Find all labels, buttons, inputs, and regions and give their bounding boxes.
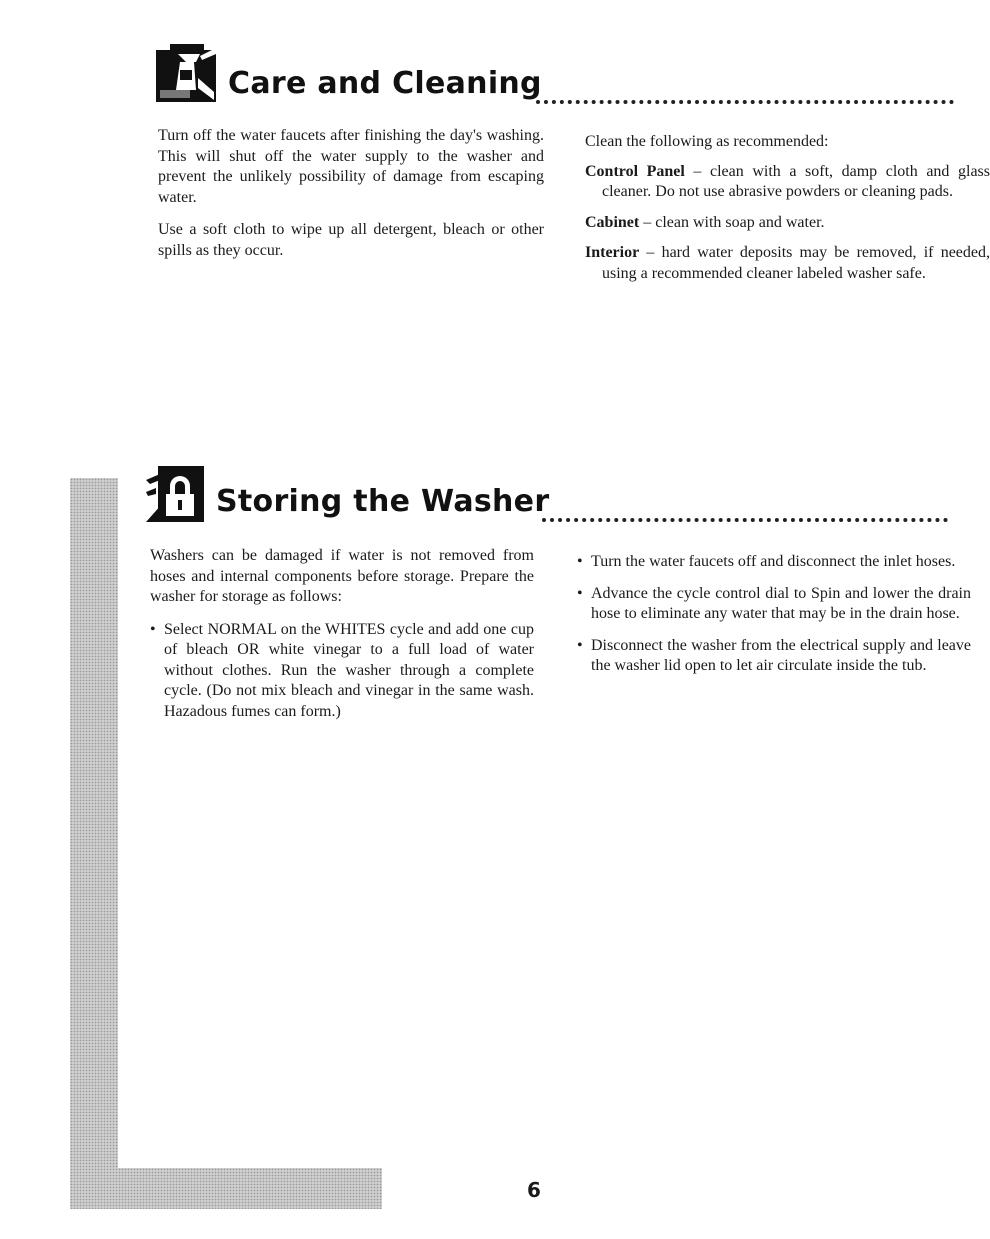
grey-bottom-bar <box>70 1168 382 1209</box>
storing-left-column <box>150 546 534 733</box>
page-number: 6 <box>527 1178 541 1202</box>
care-term-control-panel: Control Panel <box>585 162 685 180</box>
care-intro: Clean the following as recommended: <box>585 133 829 150</box>
care-item-interior <box>585 243 990 284</box>
spray-bottle-cleaning-icon <box>156 44 218 102</box>
care-term-interior: Interior <box>585 244 640 261</box>
storing-intro: Washers can be damaged if water is not removed from hoses and internal components before storage. Prepare the washer for storage as follows: <box>150 547 534 605</box>
care-paragraph-spills: Use a soft cloth to wipe up all detergent, bleach or other spills as they occur. <box>158 221 544 259</box>
storing-bullet-drain-hose: • Advance the cycle control dial to Spin and lower the drain hose to eliminate any water that may be in the drain hose. <box>577 584 971 625</box>
care-term-cabinet: Cabinet <box>585 213 640 231</box>
padlocked-washer-icon <box>146 462 206 522</box>
storing-bullet-faucets: • Turn the water faucets off and disconnect the inlet hoses. <box>577 552 971 573</box>
storing-right-bullets <box>577 552 971 677</box>
care-cleaning-header <box>0 40 954 110</box>
care-cleaning-title: Care and Cleaning <box>228 66 542 101</box>
care-item-control-panel <box>585 162 990 203</box>
care-text-interior: – hard water deposits may be removed, if needed, using a recommended cleaner labeled washer safe. <box>602 244 990 282</box>
grey-sidebar-bar <box>70 478 118 1209</box>
storing-right-column <box>577 552 971 688</box>
storing-bullet-normal-cycle: • Select NORMAL on the WHITES cycle and add one cup of bleach OR white vinegar to a full load of water without clothes. Run the washer through a complete cycle. (Do not mix bleach and vinegar in the same wash. Hazadous fumes can form.) <box>150 620 534 723</box>
care-left-column <box>158 126 544 273</box>
storing-bullet-electrical: • Disconnect the washer from the electrical supply and leave the washer lid open to let air circulate inside the tub. <box>577 636 971 677</box>
storing-washer-header <box>0 458 954 528</box>
care-paragraph-faucets: Turn off the water faucets after finishing the day's washing. This will shut off the water supply to the washer and prevent the unlikely possibility of damage from escaping water. <box>158 127 544 206</box>
care-cleaning-leader-dots <box>536 100 954 104</box>
storing-left-bullets <box>150 620 534 723</box>
care-text-control-panel: – clean with a soft, damp cloth and glass cleaner. Do not use abrasive powders or cleaning pads. <box>602 162 990 200</box>
care-text-cabinet: – clean with soap and water. <box>639 213 825 231</box>
care-right-column <box>585 132 990 294</box>
care-item-cabinet <box>585 213 990 234</box>
storing-washer-leader-dots <box>542 518 948 522</box>
storing-washer-title: Storing the Washer <box>216 484 550 519</box>
